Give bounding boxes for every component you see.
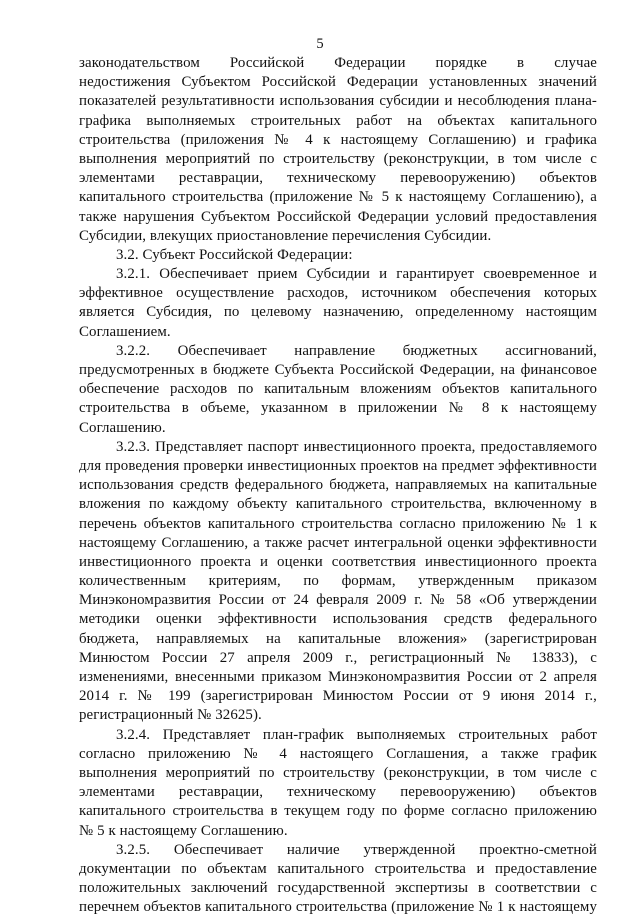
text-line: перечнем объектов капитального строительства (приложение № 1 к настоящему: [79, 899, 597, 916]
text-line: показателей результативности использования субсидии и несоблюдения плана-: [79, 93, 597, 110]
text-line: Соглашением.: [79, 323, 171, 340]
text-line: согласно приложению № 4 настоящего Соглашения, а также график: [79, 745, 597, 762]
text-line: 2014 г. № 199 (зарегистрирован Минюстом России от 9 июня 2014 г.,: [79, 688, 597, 705]
text-line: эффективное осуществление расходов, источником обеспечения которых: [79, 285, 597, 302]
text-line: 3.2.4. Представляет план-график выполняемых строительных работ: [116, 726, 597, 743]
text-line: использования средств федерального бюджета, направляемых на капитальные: [79, 477, 597, 494]
text-line: положительных заключений государственной экспертизы в соответствии с: [79, 880, 597, 897]
text-line: 3.2.2. Обеспечивает направление бюджетных ассигнований,: [116, 342, 597, 359]
text-line: инвестиционного проекта и оценки соответствия инвестиционного проекта: [79, 553, 597, 570]
text-line: строительства в объеме, указанном в приложении № 8 к настоящему: [79, 400, 597, 417]
text-line: выполнения мероприятий по строительству (реконструкции, в том числе с: [79, 150, 597, 167]
text-line: обеспечение расходов по капитальным вложениям объектов капитального: [79, 381, 597, 398]
text-line: также нарушения Субъектом Российской Федерации условий предоставления: [79, 208, 597, 225]
text-line: является Субсидия, по целевому назначению, определенному настоящим: [79, 304, 597, 321]
text-line: Минюстом России 27 апреля 2009 г., регистрационный № 13833), с: [79, 649, 597, 666]
page-number: 5: [316, 36, 324, 52]
text-line: Соглашению.: [79, 419, 166, 436]
text-line: изменениями, внесенными приказом Минэкономразвития России от 2 апреля: [79, 669, 597, 685]
text-line: 3.2. Субъект Российской Федерации:: [116, 246, 353, 263]
text-line: элементами реставрации, техническому перевооружению) объектов: [79, 784, 597, 801]
text-line: регистрационный № 32625).: [79, 707, 262, 724]
text-line: строительства (приложения № 4 к настоящему Соглашению) и графика: [79, 131, 597, 148]
text-line: Минэкономразвития России от 24 февраля 2009 г. № 58 «Об утверждении: [79, 592, 597, 609]
text-line: 3.2.1. Обеспечивает прием Субсидии и гарантирует своевременное и: [116, 266, 597, 283]
text-line: № 5 к настоящему Соглашению.: [79, 822, 288, 839]
text-line: предусмотренных в бюджете Субъекта Российской Федерации, на финансовое: [79, 362, 597, 378]
text-line: Субсидии, влекущих приостановление перечисления Субсидии.: [79, 227, 492, 244]
text-line: количественным критериям, по формам, утвержденным приказом: [79, 573, 597, 590]
document-body: [79, 54, 597, 917]
text-line: законодательством Российской Федерации порядке в случае: [79, 55, 597, 71]
text-line: графика выполняемых строительных работ на объектах капитального: [79, 112, 597, 129]
text-line: выполнения мероприятий по строительству (реконструкции, в том числе с: [79, 764, 597, 781]
text-line: капитального строительства (приложение № 5 к настоящему Соглашению), а: [79, 189, 597, 206]
text-line: 3.2.3. Представляет паспорт инвестиционного проекта, предоставляемого: [116, 438, 597, 455]
text-line: для проведения проверки инвестиционных проектов на предмет эффективности: [79, 457, 597, 474]
text-line: вложения по каждому объекту капитального строительства, включенному в: [79, 496, 597, 513]
text-line: методики оценки эффективности использования средств федерального: [79, 611, 597, 628]
text-line: капитального строительства в текущем году по форме согласно приложению: [79, 803, 597, 820]
text-line: элементами реставрации, техническому перевооружению) объектов: [79, 170, 597, 187]
text-line: документации по объектам капитального строительства и предоставление: [79, 860, 597, 877]
text-line: перечень объектов капитального строительства согласно приложению № 1 к: [79, 515, 597, 532]
text-line: 3.2.5. Обеспечивает наличие утвержденной проектно-сметной: [116, 841, 597, 858]
text-line: бюджета, направляемых на капитальные вложения» (зарегистрирован: [79, 630, 597, 647]
text-line: настоящему Соглашению, а также расчет интегральной оценки эффективности: [79, 534, 597, 551]
text-line: недостижения Субъектом Российской Федерации установленных значений: [79, 74, 597, 91]
